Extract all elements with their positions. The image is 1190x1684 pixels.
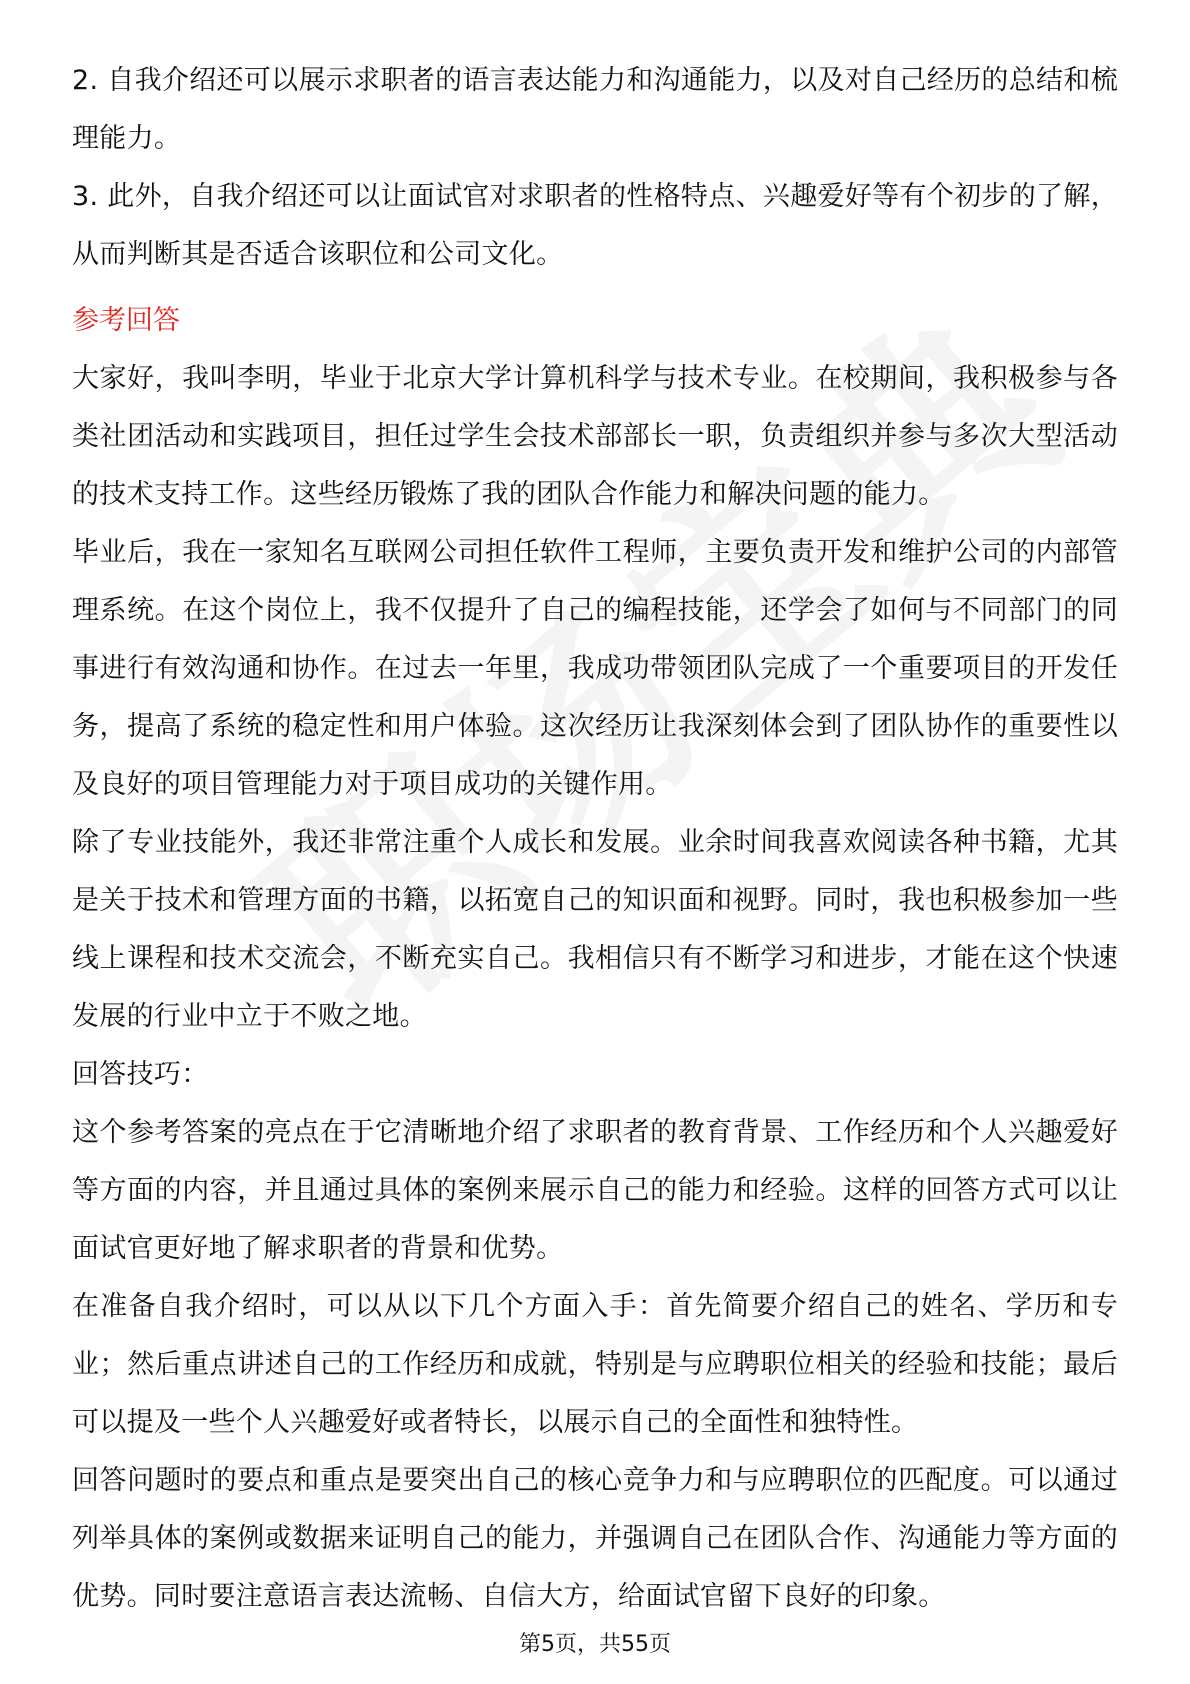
reference-paragraph: 毕业后，我在一家知名互联网公司担任软件工程师，主要负责开发和维护公司的内部管理系统。在这个岗位上，我不仅提升了自己的编程技能，还学会了如何与不同部门的同事进行有效沟通和协作。在过去一年里，我成功带领团队完成了一个重要项目的开发任务，提高了系统的稳定性和用户体验。这次经历让我深刻体会到了团队协作的重要性以及良好的项目管理能力对于项目成功的关键作用。 xyxy=(72,537,1118,800)
reference-paragraph: 大家好，我叫李明，毕业于北京大学计算机科学与技术专业。在校期间，我积极参与各类社团活动和实践项目，担任过学生会技术部部长一职，负责组织并参与多次大型活动的技术支持工作。这些经历锻炼了我的团队合作能力和解决问题的能力。 xyxy=(72,363,1118,510)
page-number: 第5页，共55页 xyxy=(519,1632,671,1657)
tips-paragraph: 这个参考答案的亮点在于它清晰地介绍了求职者的教育背景、工作经历和个人兴趣爱好等方面的内容，并且通过具体的案例来展示自己的能力和经验。这样的回答方式可以让面试官更好地了解求职者的背景和优势。 xyxy=(72,1117,1118,1264)
document-page xyxy=(72,52,1118,1626)
tips-paragraph: 在准备自我介绍时，可以从以下几个方面入手：首先简要介绍自己的姓名、学历和专业；然后重点讲述自己的工作经历和成就，特别是与应聘职位相关的经验和技能；最后可以提及一些个人兴趣爱好或者特长，以展示自己的全面性和独特性。 xyxy=(72,1291,1118,1438)
answer-tips-heading: 回答技巧： xyxy=(72,1059,209,1090)
intro-point-2: 2. 自我介绍还可以展示求职者的语言表达能力和沟通能力，以及对自己经历的总结和梳理能力。 xyxy=(72,65,1118,154)
tips-paragraph: 回答问题时的要点和重点是要突出自己的核心竞争力和与应聘职位的匹配度。可以通过列举具体的案例或数据来证明自己的能力，并强调自己在团队合作、沟通能力等方面的优势。同时要注意语言表达流畅、自信大方，给面试官留下良好的印象。 xyxy=(72,1465,1118,1612)
reference-answer-heading: 参考回答 xyxy=(72,305,180,336)
intro-point-3: 3. 此外，自我介绍还可以让面试官对求职者的性格特点、兴趣爱好等有个初步的了解，从而判断其是否适合该职位和公司文化。 xyxy=(72,181,1118,270)
reference-paragraph: 除了专业技能外，我还非常注重个人成长和发展。业余时间我喜欢阅读各种书籍，尤其是关于技术和管理方面的书籍，以拓宽自己的知识面和视野。同时，我也积极参加一些线上课程和技术交流会，不断充实自己。我相信只有不断学习和进步，才能在这个快速发展的行业中立于不败之地。 xyxy=(72,827,1118,1032)
